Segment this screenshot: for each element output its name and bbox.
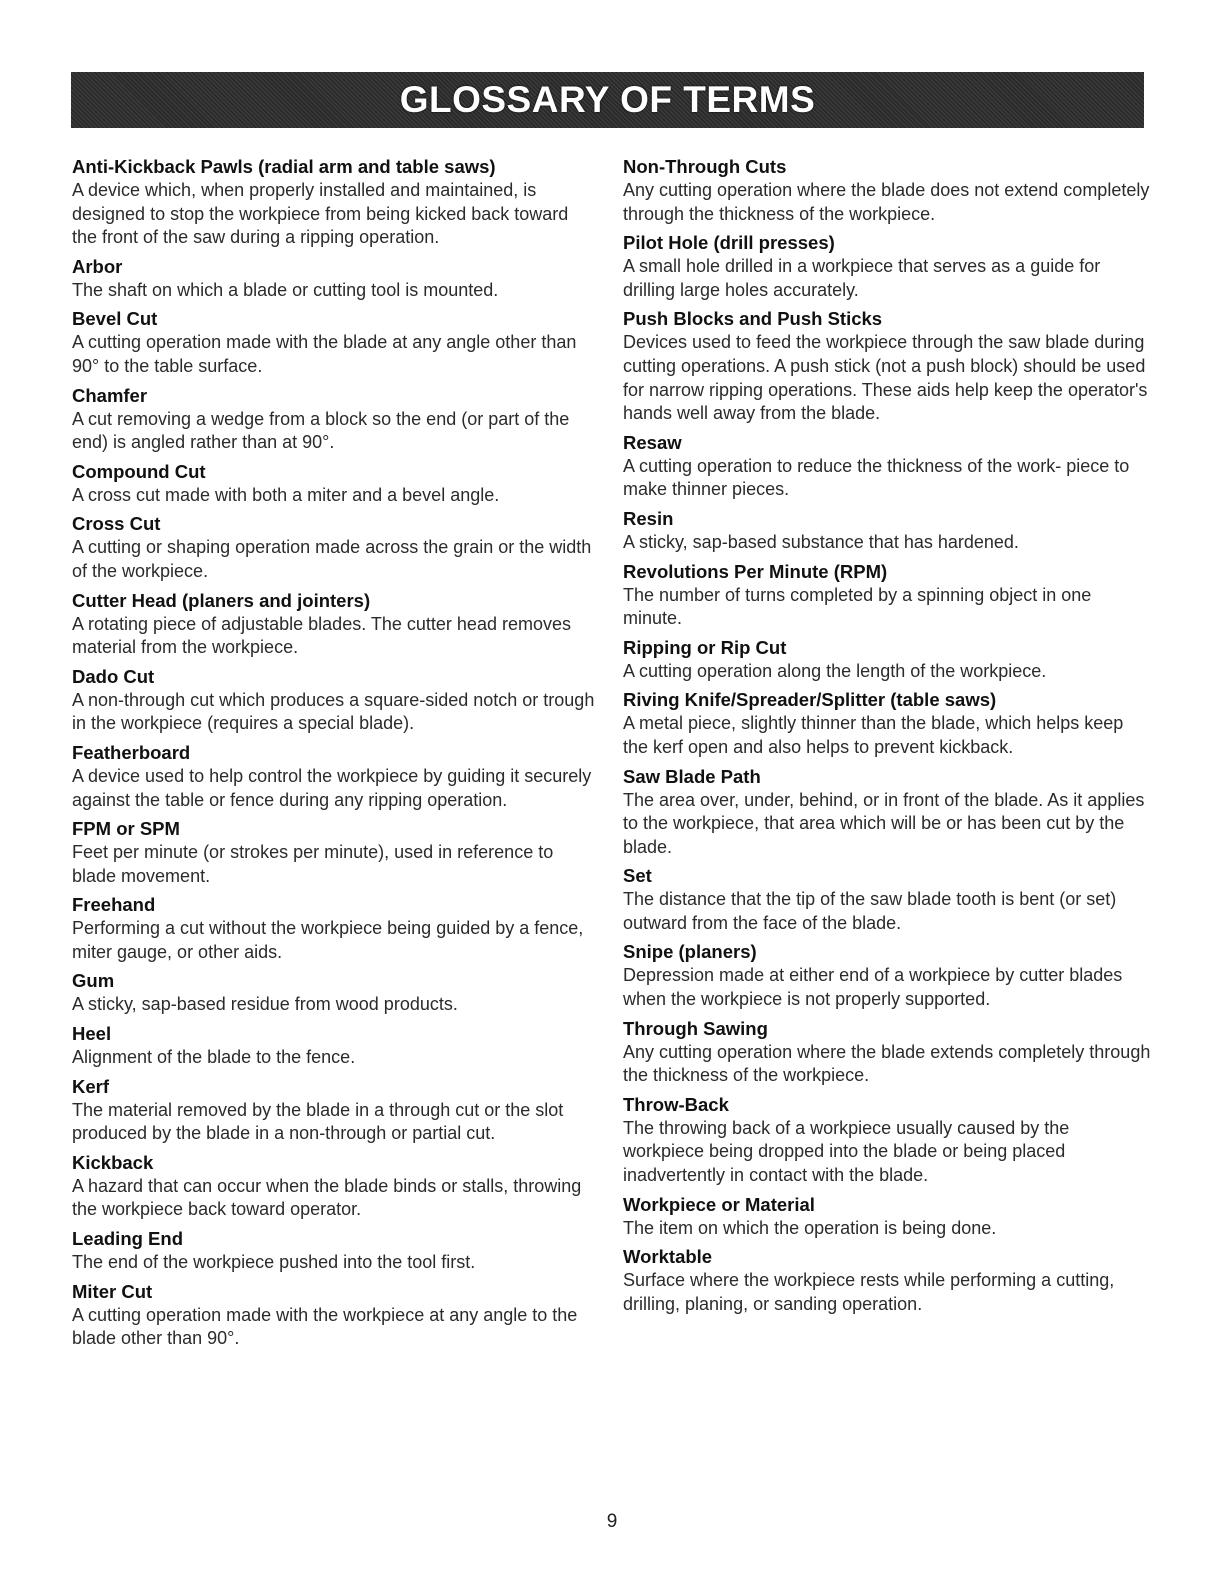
glossary-entry (72, 589, 597, 660)
glossary-entry (623, 231, 1153, 302)
glossary-entry (623, 1093, 1153, 1188)
glossary-term: Kerf (72, 1075, 110, 1097)
glossary-entry (623, 1193, 1153, 1241)
glossary-definition: The material removed by the blade in a through cut or the slot produced by the blade in a non-through or partial cut. (72, 1099, 564, 1144)
glossary-definition: The shaft on which a blade or cutting tool is mounted. (72, 279, 499, 300)
glossary-entry (623, 431, 1153, 502)
glossary-entry (72, 741, 597, 812)
glossary-term: Non-Through Cuts (623, 156, 787, 177)
glossary-entry (623, 507, 1153, 555)
glossary-definition: The distance that the tip of the saw blade tooth is bent (or set) outward from the face of the blade. (623, 889, 1117, 933)
glossary-term: Worktable (623, 1246, 713, 1268)
glossary-definition: A cutting operation made with the blade at any angle other than 90° to the table surface. (72, 332, 577, 376)
glossary-term: Through Sawing (623, 1017, 768, 1039)
glossary-term: Kickback (72, 1151, 154, 1173)
glossary-entry (623, 940, 1153, 1011)
glossary-term: Arbor (72, 255, 123, 277)
glossary-term: Push Blocks and Push Sticks (623, 308, 883, 330)
glossary-entry (623, 560, 1153, 631)
glossary-term: FPM or SPM (72, 818, 180, 840)
glossary-entry (72, 1280, 597, 1351)
glossary-term: Anti-Kickback Pawls (radial arm and table saws) (72, 156, 496, 177)
glossary-definition: A rotating piece of adjustable blades. The cutter head removes material from the workpiece. (72, 613, 571, 658)
glossary-entry (623, 636, 1153, 684)
glossary-definition: A cutting operation to reduce the thickness of the work- piece to make thinner pieces. (623, 455, 1130, 500)
glossary-definition: A device used to help control the workpiece by guiding it securely against the table or fence during any ripping operation. (72, 765, 592, 810)
glossary-definition: The number of turns completed by a spinning object in one minute. (623, 584, 1092, 629)
glossary-entry (623, 1245, 1153, 1316)
glossary-definition: Feet per minute (or strokes per minute), used in reference to blade movement. (72, 842, 554, 886)
glossary-term: Resaw (623, 431, 682, 453)
page-title-banner (71, 72, 1144, 128)
glossary-entry (72, 1151, 597, 1222)
glossary-definition: The area over, under, behind, or in front of the blade. As it applies to the workpiece, that area which will be or has been cut by the blade. (623, 789, 1145, 857)
glossary-definition: A cross cut made with both a miter and a bevel angle. (72, 484, 500, 505)
glossary-definition: A cut removing a wedge from a block so the end (or part of the end) is angled rather than at 90°. (72, 408, 570, 453)
glossary-definition: A cutting operation along the length of the workpiece. (623, 660, 1047, 681)
glossary-entry (72, 155, 597, 250)
glossary-term: Featherboard (72, 741, 191, 763)
glossary-term: Snipe (planers) (623, 941, 757, 963)
glossary-term: Cutter Head (planers and jointers) (72, 589, 371, 611)
glossary-term: Freehand (72, 894, 156, 916)
glossary-entry (623, 765, 1153, 860)
glossary-term: Resin (623, 507, 674, 529)
glossary-definition: A non-through cut which produces a square-sided notch or trough in the workpiece (requires a special blade). (72, 689, 595, 734)
glossary-entry (623, 864, 1153, 935)
glossary-left-column (72, 155, 597, 1356)
glossary-definition: A sticky, sap-based residue from wood products. (72, 994, 458, 1015)
glossary-term: Miter Cut (72, 1280, 153, 1302)
page-number: 9 (606, 1511, 618, 1532)
glossary-definition: Performing a cut without the workpiece being guided by a fence, miter gauge, or other aids. (72, 918, 584, 962)
glossary-definition: Devices used to feed the workpiece through the saw blade during cutting operations. A push stick (not a push block) should be used for narrow ripping operations. These aids help keep the operator's hands well away from the blade. (623, 332, 1148, 424)
glossary-entry (72, 893, 597, 964)
glossary-definition: A hazard that can occur when the blade binds or stalls, throwing the workpiece back toward operator. (72, 1175, 582, 1220)
glossary-term: Pilot Hole (drill presses) (623, 232, 835, 254)
glossary-term: Compound Cut (72, 460, 206, 482)
glossary-entry (72, 307, 597, 378)
glossary-definition: A cutting or shaping operation made across the grain or the width of the workpiece. (72, 537, 592, 581)
glossary-entry (72, 460, 597, 508)
glossary-entry (72, 1075, 597, 1146)
glossary-term: Set (623, 865, 652, 887)
glossary-entry (72, 512, 597, 583)
glossary-definition: Surface where the workpiece rests while performing a cutting, drilling, planing, or sanding operation. (623, 1270, 1115, 1314)
glossary-definition: A device which, when properly installed and maintained, is designed to stop the workpiece from being kicked back toward the front of the saw during a ripping operation. (72, 180, 569, 248)
glossary-entry (72, 817, 597, 888)
page-title: GLOSSARY OF TERMS (399, 79, 816, 120)
glossary-definition: A metal piece, slightly thinner than the blade, which helps keep the kerf open and also helps to prevent kickback. (623, 713, 1124, 757)
glossary-entry (72, 665, 597, 736)
glossary-entry (72, 969, 597, 1017)
glossary-definition: Depression made at either end of a workpiece by cutter blades when the workpiece is not properly supported. (623, 965, 1123, 1010)
glossary-term: Bevel Cut (72, 308, 158, 330)
glossary-definition: Alignment of the blade to the fence. (72, 1047, 356, 1068)
glossary-entry (623, 307, 1153, 425)
glossary-entry (72, 1022, 597, 1070)
glossary-entry (72, 1227, 597, 1275)
glossary-definition: The item on which the operation is being done. (623, 1217, 997, 1238)
glossary-right-column (623, 155, 1153, 1321)
glossary-entry (72, 384, 597, 455)
glossary-term: Saw Blade Path (623, 765, 761, 787)
glossary-definition: Any cutting operation where the blade does not extend completely through the thickness of the workpiece. (623, 180, 1150, 224)
glossary-term: Chamfer (72, 384, 148, 406)
glossary-entry (72, 255, 597, 303)
glossary-entry (623, 155, 1153, 226)
glossary-definition: A cutting operation made with the workpiece at any angle to the blade other than 90°. (72, 1304, 578, 1349)
glossary-term: Gum (72, 970, 115, 992)
glossary-term: Revolutions Per Minute (RPM) (623, 560, 888, 582)
glossary-entry (623, 1017, 1153, 1088)
glossary-term: Throw-Back (623, 1093, 729, 1115)
glossary-entry (623, 688, 1153, 759)
glossary-definition: The throwing back of a workpiece usually caused by the workpiece being dropped into the blade or being placed inadvertently in contact with the blade. (623, 1117, 1070, 1186)
glossary-definition: A small hole drilled in a workpiece that serves as a guide for drilling large holes accurately. (623, 256, 1101, 300)
glossary-definition: Any cutting operation where the blade extends completely through the thickness of the workpiece. (623, 1041, 1151, 1086)
glossary-definition: The end of the workpiece pushed into the tool first. (72, 1252, 476, 1273)
glossary-term: Cross Cut (72, 513, 161, 535)
glossary-term: Dado Cut (72, 665, 155, 687)
glossary-term: Workpiece or Material (623, 1193, 815, 1215)
glossary-definition: A sticky, sap-based substance that has hardened. (623, 531, 1019, 552)
glossary-term: Heel (72, 1023, 112, 1045)
glossary-term: Leading End (72, 1228, 183, 1250)
glossary-term: Ripping or Rip Cut (623, 636, 787, 658)
glossary-term: Riving Knife/Spreader/Splitter (table saws) (623, 689, 997, 711)
